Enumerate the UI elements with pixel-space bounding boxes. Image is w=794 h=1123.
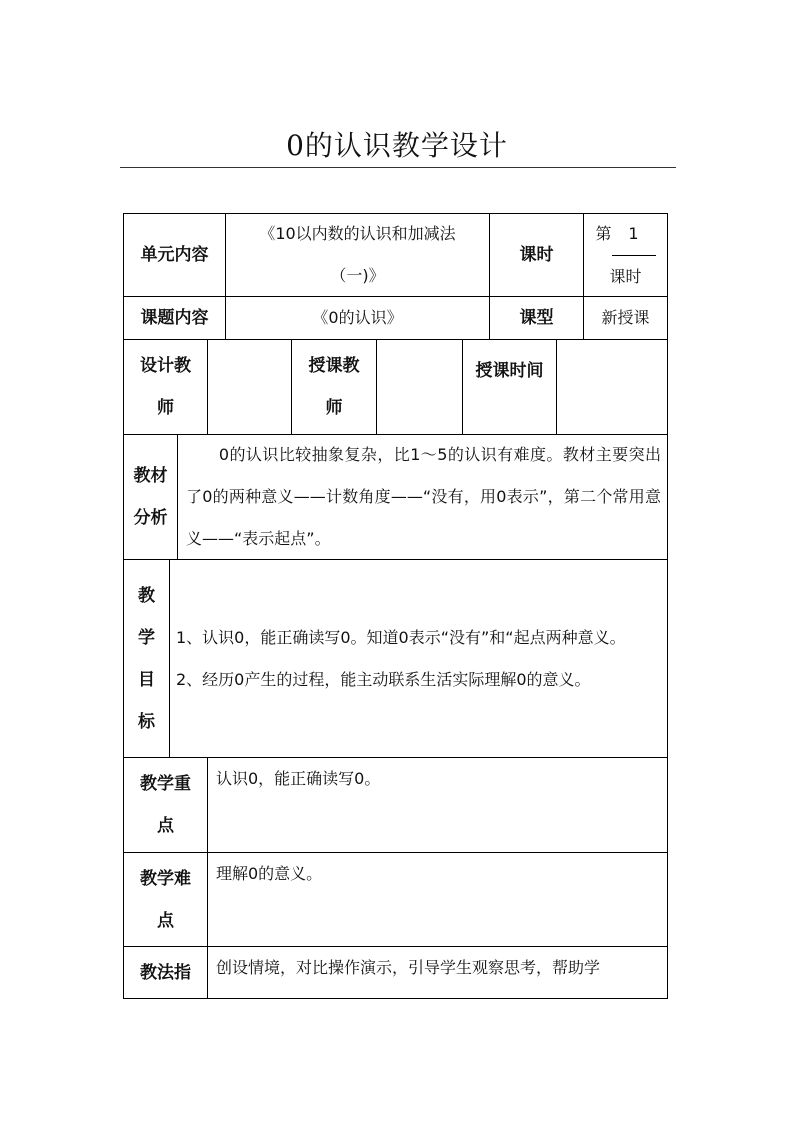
objectives-list [169,560,667,757]
row-unit [123,213,668,297]
title-underline [120,167,676,168]
row-objectives [123,560,668,758]
analysis-label: 教材分析 [133,466,168,528]
teacher-value [376,340,462,434]
row-key-points [123,758,668,853]
key-points-label: 教学重点 [140,774,191,836]
teacher-label: 授课教师 [291,340,376,434]
objectives-label: 教学目标 [138,585,155,732]
time-label: 授课时间 [462,340,556,434]
method-text: 创设情境，对比操作演示，引导学生观察思考，帮助学 [207,947,667,998]
analysis-text: 0的认识比较抽象复杂，比1～5的认识有难度。教材主要突出了0的两种意义——计数角度——“没有，用0表示”，第二个常用意义——“表示起点”。 [177,435,667,559]
time-value [556,340,667,434]
unit-label: 单元内容 [140,245,209,265]
method-label: 教法指 [140,963,191,983]
designer-label: 设计教师 [140,356,191,418]
row-analysis [123,435,668,560]
topic-value: 《0的认识》 [225,297,489,339]
unit-value-text: 《10以内数的认识和加减法（一)》 [259,224,456,285]
row-topic [123,297,668,340]
topic-label: 课题内容 [140,308,209,328]
difficulties-label: 教学难点 [140,868,191,931]
difficulties-text: 理解0的意义。 [207,853,667,946]
period-prefix: 第 [595,223,612,243]
key-points-text: 认识0，能正确读写0。 [207,758,667,852]
type-value: 新授课 [583,297,667,339]
document-title: 0的认识教学设计 [286,129,508,162]
objective-item: 1、认识0，能正确读写0。知道0表示“没有”和“起点两种意义。 [176,627,626,647]
objective-item: 2、经历0产生的过程，能主动联系生活实际理解0的意义。 [176,669,591,689]
period-suffix: 课时 [609,266,642,286]
row-method [123,947,668,999]
period-value [583,214,667,296]
type-label: 课型 [489,297,583,339]
designer-value [207,340,291,434]
period-label: 课时 [489,214,583,296]
unit-value [225,214,489,296]
period-number: 1 [612,213,656,256]
row-teachers [123,340,668,435]
row-difficulties [123,853,668,947]
